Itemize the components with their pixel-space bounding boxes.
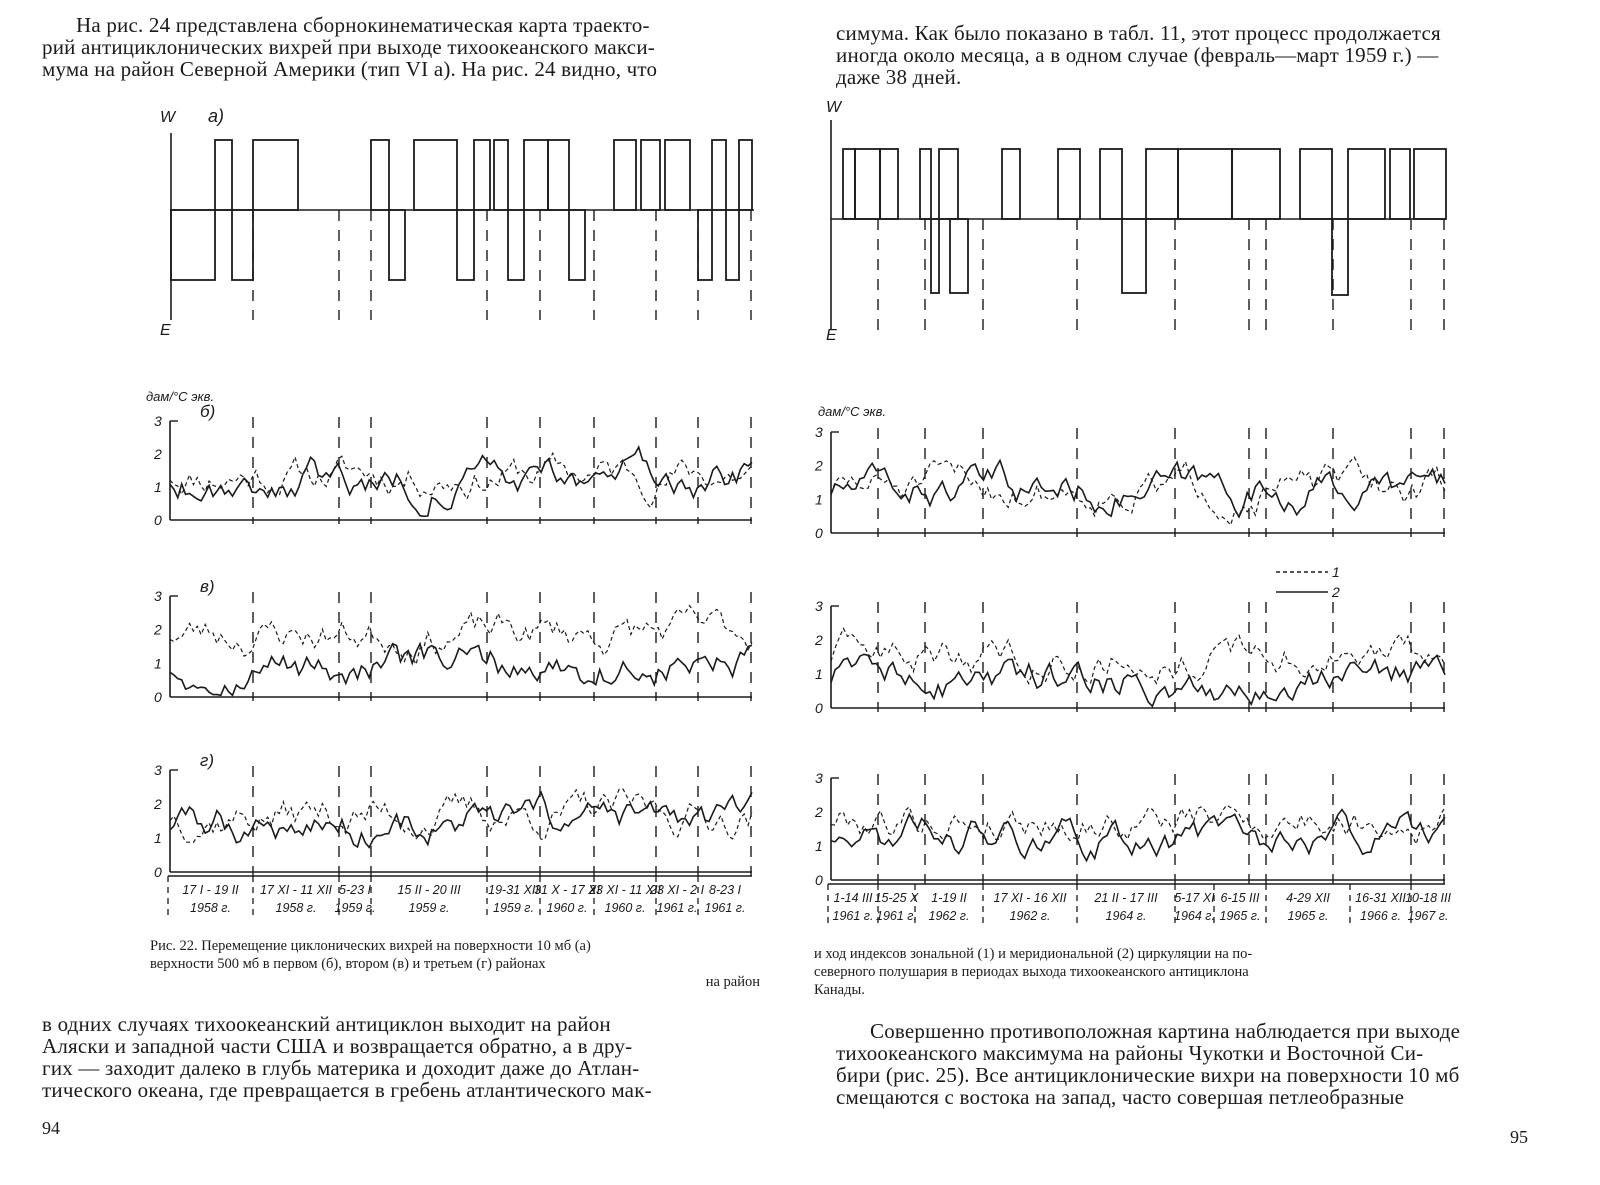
right-period-year-2: 1962 г. xyxy=(928,909,970,923)
left-period-dates-2: 5-23 I xyxy=(339,883,371,897)
right-w-label: W xyxy=(826,99,842,116)
left-period-dates-0: 17 I - 19 II xyxy=(182,883,239,897)
right-v-series-2 xyxy=(831,654,1445,706)
right-period-dates-9: 10-18 III xyxy=(1405,891,1451,905)
right-period-dates-4: 21 II - 17 III xyxy=(1094,891,1158,905)
left-a-step-18 xyxy=(712,140,726,210)
right-a-step-12 xyxy=(1178,149,1232,219)
right-period-year-0: 1961 г. xyxy=(832,909,874,923)
left-bottom-line-2: Аляски и западной части США и возвращается обратно, а в дру- xyxy=(42,1034,633,1058)
left-g-ytick-2: 2 xyxy=(154,796,162,812)
right-period-year-1: 1961 г. xyxy=(876,909,917,923)
right-a-step-8 xyxy=(1058,149,1080,219)
left-b-ytick-0: 0 xyxy=(154,512,162,528)
left-b-ytick-2: 2 xyxy=(154,446,162,462)
left-v-series-1 xyxy=(170,606,752,665)
left-b-ytick-1: 1 xyxy=(154,479,162,495)
left-bottom-text xyxy=(42,1013,754,1101)
left-top-line-3: мума на район Северной Америки (тип VI а). На рис. 24 видно, что xyxy=(42,57,658,81)
left-page-number: 94 xyxy=(42,1118,60,1138)
right-v-ytick-3: 3 xyxy=(815,598,823,614)
left-period-dates-6: 23 XI - 11 XII xyxy=(588,883,662,897)
left-g-ytick-0: 0 xyxy=(154,864,162,880)
left-caption xyxy=(150,937,760,991)
right-page-number: 95 xyxy=(1510,1127,1528,1147)
right-a-step-7 xyxy=(1002,149,1020,219)
left-period-dates-1: 17 XI - 11 XII xyxy=(259,883,333,897)
right-period-year-4: 1964 г. xyxy=(1105,909,1147,923)
left-period-year-5: 1960 г. xyxy=(546,901,588,915)
right-period-dates-7: 4-29 XII xyxy=(1286,891,1330,905)
right-a-step-10 xyxy=(1122,219,1146,293)
right-b-ytick-3: 3 xyxy=(815,424,823,440)
left-v-ytick-2: 2 xyxy=(154,621,162,638)
right-a-step-14 xyxy=(1300,149,1332,219)
left-period-year-1: 1958 г. xyxy=(275,901,317,915)
left-top-line-2: рий антициклонических вихрей при выходе тихоокеанского макси- xyxy=(42,35,655,59)
left-a-step-15 xyxy=(641,140,660,210)
left-period-dates-5: 31 X - 17 XI xyxy=(533,883,601,897)
left-period-year-0: 1958 г. xyxy=(190,901,231,915)
right-b-ytick-1: 1 xyxy=(815,491,823,508)
right-period-dates-0: 1-14 III xyxy=(833,891,873,905)
left-units-label: дам/°С экв. xyxy=(146,389,215,404)
left-b-ytick-3: 3 xyxy=(154,413,162,429)
right-g-ytick-2: 2 xyxy=(815,804,823,820)
right-a-step-4 xyxy=(931,219,939,293)
left-a-step-2 xyxy=(232,210,253,280)
left-a-step-1 xyxy=(215,140,232,210)
left-e-label: E xyxy=(160,322,171,339)
left-a-step-14 xyxy=(614,140,636,210)
left-a-step-9 xyxy=(494,140,508,210)
left-a-step-16 xyxy=(665,140,690,210)
left-period-year-8: 1961 г. xyxy=(704,901,746,915)
right-top-line-1: симума. Как было показано в табл. 11, этот процесс продолжается xyxy=(836,21,1441,45)
right-bottom-line-3: бири (рис. 25). Все антициклонические вихри на поверхности 10 мб xyxy=(836,1063,1460,1087)
left-a-step-13 xyxy=(569,210,585,280)
left-a-step-5 xyxy=(389,210,405,280)
right-units-label: дам/°С экв. xyxy=(818,404,887,419)
right-top-line-3: даже 38 дней. xyxy=(836,65,962,89)
left-a-step-20 xyxy=(739,140,752,210)
left-figure xyxy=(0,0,800,930)
left-a-step-8 xyxy=(474,140,490,210)
left-v-ytick-1: 1 xyxy=(154,655,162,672)
right-caption-line-3: Канады. xyxy=(814,982,865,998)
right-period-dates-1: 15-25 X xyxy=(874,891,919,905)
left-period-dates-4: 19-31 XII xyxy=(488,883,539,897)
left-v-panel-label: в) xyxy=(200,577,215,596)
right-v-legend-label-1: 1 xyxy=(1332,564,1340,580)
right-a-step-18 xyxy=(1414,149,1446,219)
left-period-year-6: 1960 г. xyxy=(604,901,646,915)
right-v-legend-label-2: 2 xyxy=(1332,584,1340,600)
left-period-year-7: 1961 г. xyxy=(656,901,698,915)
right-a-step-11 xyxy=(1146,149,1178,219)
left-top-line-1: На рис. 24 представлена сборнокинематическая карта траекто- xyxy=(76,13,650,37)
right-period-dates-6: 6-15 III xyxy=(1220,891,1260,905)
left-period-year-2: 1959 г. xyxy=(334,901,376,915)
left-a-step-7 xyxy=(457,210,474,280)
left-g-series-1 xyxy=(170,789,752,842)
right-e-label: E xyxy=(826,327,837,344)
left-bottom-line-3: гих — заходит далеко в глубь материка и доходит даже до Атлан- xyxy=(42,1056,640,1080)
right-period-dates-8: 16-31 XII xyxy=(1355,891,1406,905)
right-a-step-3 xyxy=(920,149,931,219)
left-v-ytick-3: 3 xyxy=(154,588,162,604)
right-caption-line-1: и ход индексов зональной (1) и меридиональной (2) циркуляции на по- xyxy=(814,946,1253,962)
right-period-year-8: 1966 г. xyxy=(1360,909,1401,923)
right-g-series-1 xyxy=(831,805,1445,844)
right-a-step-9 xyxy=(1100,149,1122,219)
right-period-year-3: 1962 г. xyxy=(1009,909,1051,923)
left-bottom-line-4: тического океана, где превращается в гребень атлантического мак- xyxy=(42,1078,652,1102)
right-period-dates-2: 1-19 II xyxy=(931,891,967,905)
left-a-step-17 xyxy=(698,210,712,280)
left-b-panel-label: б) xyxy=(200,402,216,421)
left-a-step-19 xyxy=(726,210,739,280)
left-a-step-10 xyxy=(508,210,524,280)
right-page xyxy=(800,0,1600,1185)
right-a-step-16 xyxy=(1348,149,1385,219)
left-v-series-2 xyxy=(170,644,752,696)
right-a-step-6 xyxy=(950,219,968,293)
right-v-series-1 xyxy=(831,628,1445,683)
right-period-year-5: 1964 г. xyxy=(1174,909,1215,923)
left-v-ytick-0: 0 xyxy=(154,689,162,705)
right-a-step-13 xyxy=(1232,149,1280,219)
right-period-dates-5: 5-17 XI xyxy=(1174,891,1215,905)
right-b-series-2 xyxy=(831,460,1445,517)
right-g-ytick-1: 1 xyxy=(815,838,823,854)
right-period-year-7: 1965 г. xyxy=(1287,909,1329,923)
left-caption-line-2: верхности 500 мб в первом (б), втором (в) и третьем (г) районах xyxy=(150,956,546,972)
left-caption-line-1: Рис. 22. Перемещение циклонических вихрей на поверхности 10 мб (а) xyxy=(150,938,591,954)
right-top-line-2: иногда около месяца, а в одном случае (февраль—март 1959 г.) — xyxy=(836,43,1439,67)
right-caption xyxy=(814,945,1444,999)
left-period-dates-8: 8-23 I xyxy=(709,883,741,897)
right-period-dates-3: 17 XI - 16 XII xyxy=(993,891,1067,905)
right-b-ytick-0: 0 xyxy=(815,525,823,541)
right-period-year-6: 1965 г. xyxy=(1219,909,1261,923)
left-g-ytick-1: 1 xyxy=(154,830,162,846)
left-panel-a-label: а) xyxy=(208,106,225,126)
right-a-step-17 xyxy=(1390,149,1410,219)
left-a-step-0 xyxy=(171,210,215,280)
right-a-step-1 xyxy=(855,149,880,219)
right-a-step-5 xyxy=(939,149,958,219)
left-period-dates-7: 23 XI - 2 I xyxy=(649,883,705,897)
left-a-step-12 xyxy=(548,140,569,210)
right-a-step-2 xyxy=(880,149,898,219)
left-period-year-4: 1959 г. xyxy=(493,901,534,915)
right-a-step-0 xyxy=(843,149,855,219)
left-bottom-line-1: в одних случаях тихоокеанский антициклон выходит на район xyxy=(42,1012,611,1036)
left-b-series-2 xyxy=(170,447,752,516)
right-bottom-line-1: Совершенно противоположная картина наблюдается при выходе xyxy=(870,1019,1461,1043)
right-caption-line-2: северного полушария в периодах выхода тихоокеанского антициклона xyxy=(814,964,1249,980)
right-b-series-1 xyxy=(831,457,1445,525)
left-period-dates-3: 15 II - 20 III xyxy=(397,883,461,897)
right-v-ytick-1: 1 xyxy=(815,666,823,682)
left-a-step-4 xyxy=(371,140,389,210)
left-a-step-6 xyxy=(414,140,457,210)
right-a-step-15 xyxy=(1332,219,1348,295)
right-v-ytick-2: 2 xyxy=(815,632,823,648)
right-bottom-text xyxy=(836,1020,1562,1108)
right-v-ytick-0: 0 xyxy=(815,700,823,716)
left-a-step-11 xyxy=(524,140,548,210)
right-period-year-9: 1967 г. xyxy=(1407,909,1449,923)
left-a-step-3 xyxy=(253,140,298,210)
right-b-ytick-2: 2 xyxy=(815,457,823,474)
right-figure xyxy=(800,0,1600,930)
right-g-ytick-3: 3 xyxy=(815,770,823,786)
left-g-panel-label: г) xyxy=(200,751,215,770)
left-caption-line-3: на район xyxy=(705,974,760,990)
right-bottom-line-2: тихоокеанского максимума на районы Чукотки и Восточной Си- xyxy=(836,1041,1424,1065)
right-bottom-line-4: смещаются с востока на запад, часто совершая петлеобразные xyxy=(836,1085,1405,1109)
left-g-ytick-3: 3 xyxy=(154,762,162,778)
left-period-year-3: 1959 г. xyxy=(408,901,450,915)
right-g-ytick-0: 0 xyxy=(815,872,823,888)
left-w-label: W xyxy=(160,109,176,126)
